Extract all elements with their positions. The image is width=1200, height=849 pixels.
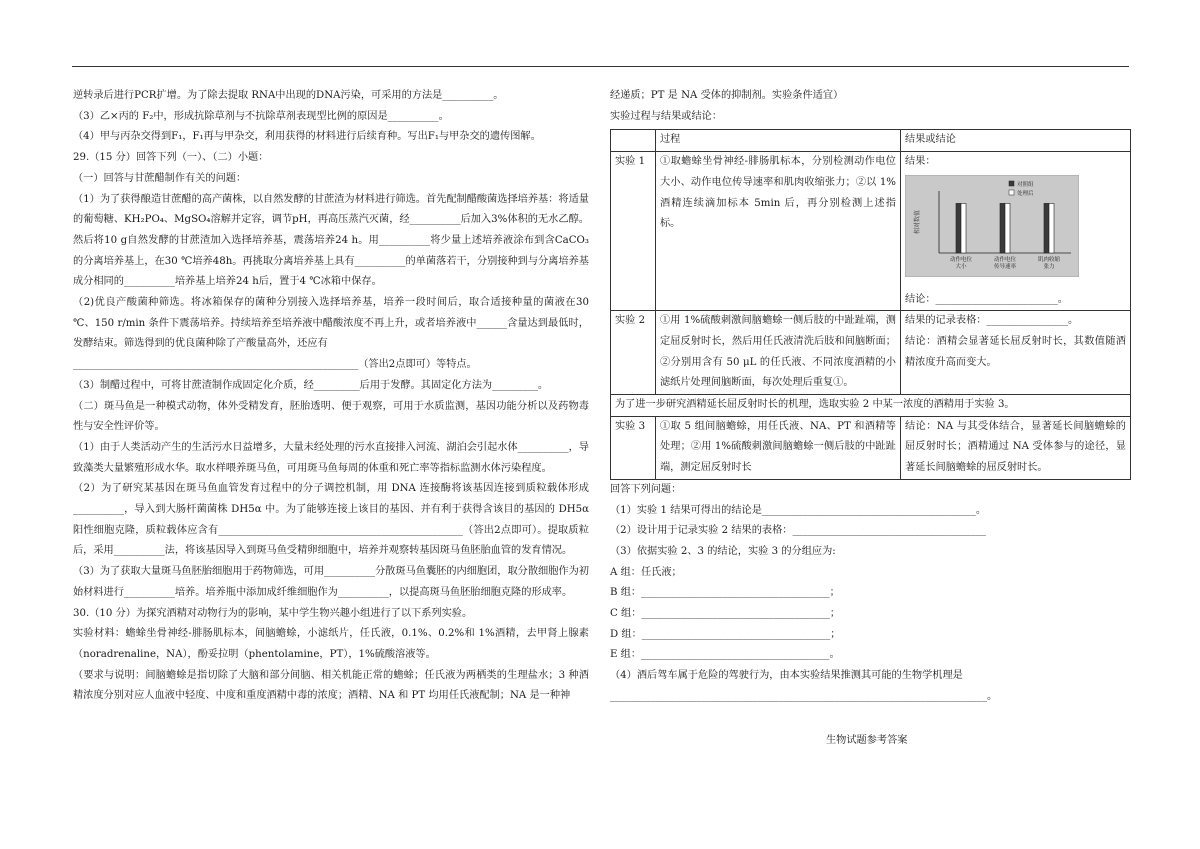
question-line: D 组：_____________________________________； <box>610 628 841 640</box>
table-row-label: 实验 2 <box>611 311 656 395</box>
bar <box>1044 203 1049 253</box>
conclusion-label: 结论：________________________。 <box>905 293 1068 305</box>
paragraph: （一）回答与甘蔗醋制作有关的问题： <box>73 172 247 184</box>
paragraph: ________________________________________________________（答出2点即可）等特点。 <box>73 359 477 371</box>
table-header-cell: 过程 <box>656 130 901 152</box>
paragraph: （1）由于人类活动产生的生活污水日益增多，大量未经处理的污水直接排入河流、湖泊会引起水体__________，导致藻类大量繁殖形成水华。取水样喂养斑马鱼，可用斑马鱼每周的体重和死亡率等指标监测水体污染程度。 <box>73 441 589 474</box>
bar <box>961 203 966 253</box>
question-line: （1）实验 1 结果可得出的结论是__________________________________________。 <box>610 504 987 516</box>
x-tick-label: 肌肉收缩 <box>1037 256 1061 263</box>
paragraph: 逆转录后进行PCR扩增。为了除去提取 RNA中出现的DNA污染，可采用的方法是__________。 <box>73 90 504 101</box>
x-tick-label: 动作电位 <box>949 256 973 263</box>
paragraph: （要求与说明：间脑蟾蜍是指切除了大脑和部分间脑、相关机能正常的蟾蜍；任氏液为两栖类的生理盐水；3 种酒精浓度分别对应人血液中轻度、中度和重度酒精中毒的浓度；酒精、NA 和 PT 均用任氏液配制；NA 是一种神 <box>73 669 589 702</box>
table-cell <box>901 152 1131 311</box>
result-text: 结果的记录表格：________________。 <box>905 315 1079 327</box>
paragraph: 经递质；PT 是 NA 受体的抑制剂。实验条件适宜） <box>610 90 844 101</box>
left-column <box>73 86 589 707</box>
question-line: B 组：_____________________________________； <box>610 587 840 599</box>
table-cell: ①用 1%硫酸刺激间脑蟾蜍一侧后肢的中趾趾端，测定屈反射时长，然后用任氏液清洗后肢和间脑断面；②分别用含有 50 μL 的任氏液、不同浓度酒精的小滤纸片处理间脑断面，每次处理后重复①。 <box>656 311 901 395</box>
table-cell <box>901 311 1131 395</box>
x-tick-label: 大小 <box>955 263 967 270</box>
legend-swatch <box>1009 181 1014 186</box>
question-line: （4）酒后驾车属于危险的驾驶行为，由本实验结果推测其可能的生物学机理是 <box>610 670 963 682</box>
paragraph: （二）斑马鱼是一种模式动物，体外受精发育，胚胎透明、便于观察，可用于水质监测，基因功能分析以及药物毒性与安全性评价等。 <box>73 400 589 433</box>
table-cell: ①取蟾蜍坐骨神经-腓肠肌标本，分别检测动作电位大小、动作电位传导速率和肌肉收缩张力；②以 1%酒精连续滴加标本 5min 后，再分别检测上述指标。 <box>656 152 901 311</box>
question-29-title: 29.（15 分）回答下列（一）、（二）小题： <box>73 152 269 164</box>
paragraph: （2）为了研究某基因在斑马鱼血管发育过程中的分子调控机制，用 DNA 连接酶将该基因连接到质粒载体形成__________，导入到大肠杆菌菌株 DH5α 中。为了能够连接上该目的基因、并有利于获得含该目的基因的 DH5α 阳性细胞克隆，质粒载体应含有________________________________________________（答出2点即可）。提取质粒后，采用__________法，将该基因导入到斑马鱼受精卵细胞中，培养并观察转基因斑马鱼胚胎血管的发育情况。 <box>73 483 589 557</box>
table-header-cell <box>611 130 656 152</box>
legend-swatch <box>1009 190 1014 195</box>
table-row-label: 实验 3 <box>611 416 656 479</box>
header-rule <box>72 66 1129 67</box>
paragraph: 实验过程与结果或结论： <box>610 110 723 122</box>
x-tick-label: 动作电位 <box>993 256 1017 263</box>
table-cell: 结论：NA 与其受体结合，显著延长间脑蟾蜍的屈反射时长；酒精通过 NA 受体参与的途径，显著延长间脑蟾蜍的屈反射时长。 <box>901 416 1131 479</box>
question-line: __________________________________________________________________________。 <box>610 690 998 702</box>
table-row-label: 实验 1 <box>611 152 656 311</box>
legend-entry: 处理后 <box>1017 190 1034 197</box>
result-label: 结果： <box>905 156 936 168</box>
bar <box>1049 203 1054 253</box>
table-span-row: 为了进一步研究酒精延长屈反射时长的机理，选取实验 2 中某一浓度的酒精用于实验 3。 <box>611 395 1131 417</box>
right-column <box>610 86 1130 708</box>
bar-chart <box>905 175 1126 286</box>
paragraph: （1）为了获得酿造甘蔗醋的高产菌株，以自然发酵的甘蔗渣为材料进行筛选。首先配制醋酸菌选择培养基：将适量的葡萄糖、KH₂PO₄、MgSO₄溶解并定容，调节pH，再高压蒸汽灭菌，经__________后加入3%体积的无水乙醇。然后将10 g自然发酵的甘蔗渣加入选择培养基，震荡培养24 h。用__________将少量上述培养液涂布到含CaCO₃的分离培养基上，在30 ℃培养48h。再挑取分离培养基上具有__________的单菌落若干，分别接种到与分离培养基成分相同的__________培养基上培养24 h后，置于4 ℃冰箱中保存。 <box>73 193 589 288</box>
bar-chart-svg <box>905 175 1079 277</box>
x-tick-label: 传导速率 <box>993 263 1017 270</box>
y-axis-label: 相对数值 <box>914 209 921 234</box>
table-header-cell: 结果或结论 <box>901 130 1131 152</box>
x-tick-label: 张力 <box>1043 263 1055 270</box>
question-30-title: 30.（10 分）为探究酒精对动物行为的影响，某中学生物兴趣小组进行了以下系列实验。 <box>73 607 473 619</box>
question-line: （3）依据实验 2、3 的结论，实验 3 的分组应为: <box>610 545 836 557</box>
legend-entry: 对照组 <box>1017 181 1034 188</box>
table-cell: ①取 5 组间脑蟾蜍，用任氏液、NA、PT 和酒精等处理；②用 1%硫酸刺激间脑蟾蜍一侧后肢的中趾趾端，测定屈反射时长 <box>656 416 901 479</box>
question-line: A 组：任氏液； <box>610 566 682 578</box>
paragraph: （2)优良产酸菌种筛选。将冰箱保存的菌种分别接入选择培养基，培养一段时间后，取合适接种量的菌液在30 ℃、150 r/min 条件下震荡培养。持续培养至培养液中醋酸浓度不再上升，或者培养液中______含量达到最低时，发酵结束。筛选得到的优良菌种除了产酸量高外，还应有 <box>73 297 589 350</box>
paragraph: （3）为了获取大量斑马鱼胚胎细胞用于药物筛选，可用__________分散斑马鱼囊胚的内细胞团，取分散细胞作为初始材料进行__________培养。培养瓶中添加成纤维细胞作为__________，以提高斑马鱼胚胎细胞克隆的形成率。 <box>73 566 589 598</box>
bar <box>956 203 961 253</box>
conclusion-text: 结论：酒精会显著延长屈反射时长，其数值随酒精浓度升高而变大。 <box>905 335 1126 368</box>
bar <box>1000 203 1005 253</box>
experiment-table <box>610 129 1131 479</box>
footer-title: 生物试题参考答案 <box>826 735 908 746</box>
question-line: 回答下列问题： <box>610 483 682 495</box>
paragraph: 实验材料：蟾蜍坐骨神经-腓肠肌标本，间脑蟾蜍，小滤纸片，任氏液，0.1%、0.2%和 1%酒精，去甲肾上腺素（noradrenaline，NA），酚妥拉明（phentolamine，PT），1%硫酸溶液等。 <box>73 628 589 660</box>
bar <box>1005 203 1010 253</box>
paragraph: （4）甲与丙杂交得到F₁，F₁再与甲杂交，利用获得的材料进行后续育种。写出F₁与甲杂交的遗传图解。 <box>73 131 541 143</box>
paragraph: （3）制醋过程中，可将甘蔗渣制作成固定化介质，经_________后用于发酵。其固定化方法为_________。 <box>73 379 549 391</box>
question-line: C 组：_____________________________________； <box>610 608 841 620</box>
paragraph: （3）乙×丙的 F₂中，形成抗除草剂与不抗除草剂表现型比例的原因是__________。 <box>73 110 449 122</box>
question-line: E 组：_____________________________________。 <box>610 649 840 661</box>
question-line: （2）设计用于记录实验 2 结果的表格：______________________________________ <box>610 525 987 537</box>
